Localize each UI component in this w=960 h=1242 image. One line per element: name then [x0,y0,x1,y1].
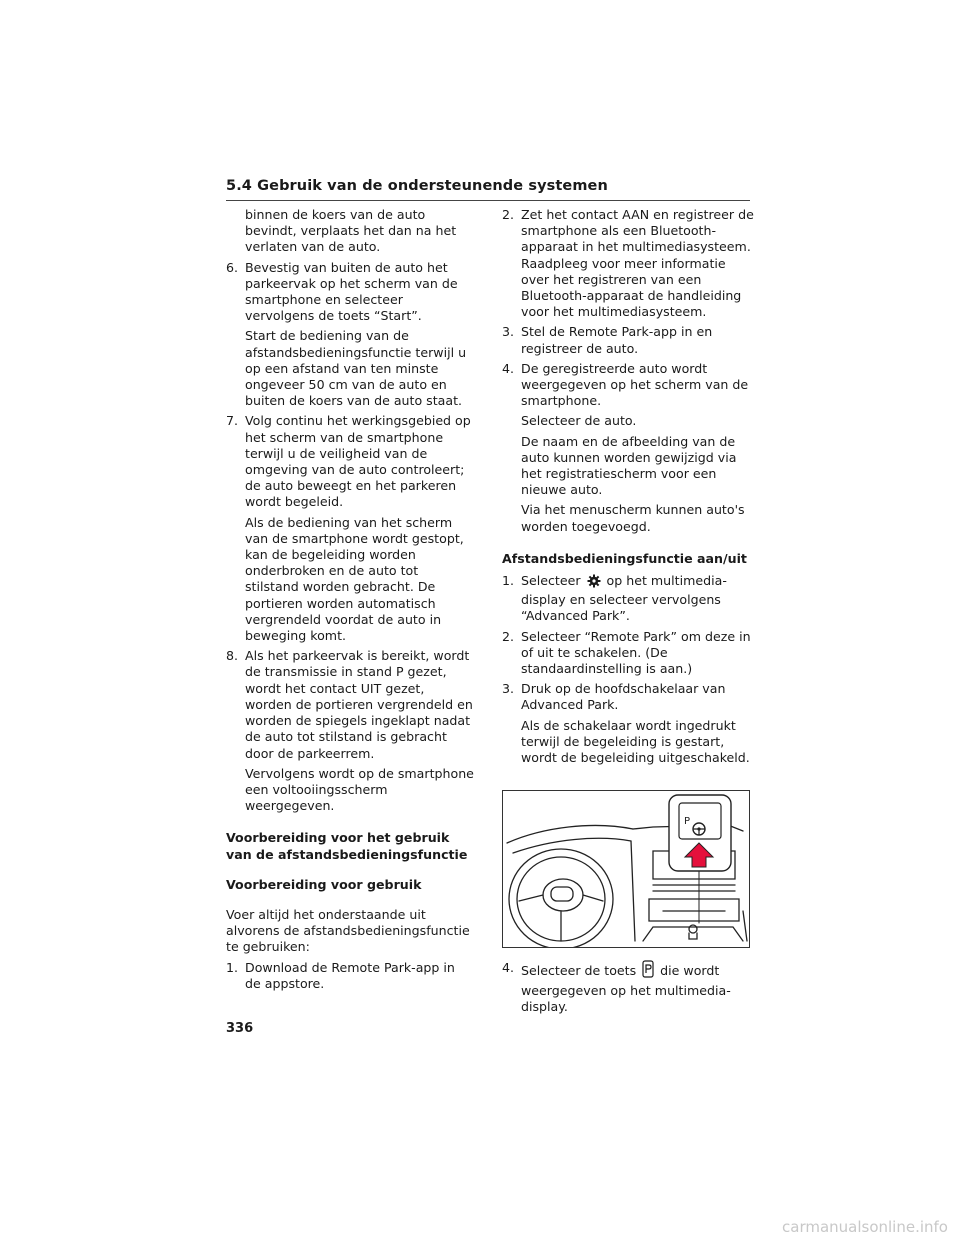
step-text: Stel de Remote Park-app in en registreer de auto. [521,324,713,356]
step-number: 1. [226,959,239,975]
section-heading: Voorbereiding voor het gebruik van de afstandsbedieningsfunctie [226,830,468,862]
gear-icon [587,574,601,592]
step-text: De geregistreerde auto wordt weergegeven op het scherm van de smartphone. [521,360,749,409]
step-text: Volg continu het werkingsgebied op het scherm van de smartphone terwijl u de veiligheid van de omgeving van de auto controleert; de auto beweegt en het parkeren wordt begeleid. [245,413,471,510]
function-heading: Afstandsbedieningsfunctie aan/uit [502,550,747,566]
step-number: 3. [502,324,515,340]
prep-step-2 [502,207,754,320]
func-step-3 [502,681,754,713]
park-button-icon [642,960,654,982]
step-8 [226,648,474,761]
page-header [226,178,750,201]
step-text: Bevestig van buiten de auto het parkeervak op het scherm van de smartphone en selecteer vervolgens de toets “Start”. [245,259,458,324]
step-number: 4. [502,960,515,976]
left-column [226,207,474,996]
step-6 [226,260,474,325]
step-text: Download de Remote Park-app in de appstore. [245,959,455,991]
section-title: 5.4 Gebruik van de ondersteunende systemen [226,178,608,194]
dashboard-drawing [503,791,749,947]
park-button-label: P [684,816,691,828]
step-number: 2. [502,207,515,222]
watermark: carmanualsonline.info [782,1218,948,1236]
step-number: 6. [226,259,239,275]
step-3-note: Als de schakelaar wordt ingedrukt terwijl de begeleiding is gestart, wordt de begeleiding uitgeschakeld. [521,717,750,766]
step-8-note: Vervolgens wordt op de smartphone een voltooiingsscherm weergegeven. [245,765,474,814]
step-7 [226,413,474,510]
step-6-note: Start de bediening van de afstandsbedieningsfunctie terwijl u op een afstand van ten minste ongeveer 50 cm van de auto en buiten de koers van de auto staat. [245,328,467,409]
step-text-after: op het multimedia-display en selecteer vervolgens “Advanced Park”. [521,573,727,624]
step-number: 8. [226,648,239,664]
sub-heading: Voorbereiding voor gebruik [226,876,422,892]
step-text: Zet het contact AAN en registreer de smartphone als een Bluetooth-apparaat in het multimediasysteem. Raadpleeg voor meer informatie over het registreren van een Bluetooth-apparaat de handleiding voor het multimediasysteem. [521,207,754,320]
step-7-note: Als de bediening van het scherm van de smartphone wordt gestopt, kan de begeleiding worden onderbroken en de auto tot stilstand worden gebracht. De portieren worden automatisch vergrendeld voordat de auto in beweging komt. [245,514,464,644]
step-text-before: Selecteer de toets [521,963,637,979]
func-step-4 [502,960,754,1015]
intro-paragraph: Voer altijd het onderstaande uit alvorens de afstandsbedieningsfunctie te gebruiken: [226,906,470,955]
step-text: Als het parkeervak is bereikt, wordt de transmissie in stand P gezet, wordt het contact UIT gezet, worden de portieren vergrendeld en worden de spiegels ingeklapt nadat de auto tot stilstand is gebracht door de parkeerrem. [245,648,473,761]
prep-step-4 [502,361,754,410]
step-continuation: binnen de koers van de auto bevindt, verplaats het dan na het verlaten van de auto. [245,207,457,255]
step-4-note: Via het menuscherm kunnen auto's worden toegevoegd. [521,502,745,534]
func-step-1 [502,573,754,625]
step-number: 4. [502,360,515,376]
step-number: 2. [502,628,515,644]
step-number: 1. [502,573,515,589]
step-text-before: Selecteer [521,573,581,589]
step-text: Druk op de hoofdschakelaar van Advanced Park. [521,681,726,713]
step-4-note: Selecteer de auto. [521,413,637,429]
step-text-after: die wordt weergegeven op het multimedia-display. [521,963,731,1014]
step-number: 7. [226,413,239,429]
prep-step-1 [226,960,474,992]
right-column [502,207,754,1019]
step-text: Selecteer “Remote Park” om deze in of uit te schakelen. (De standaardinstelling is aan.) [521,628,751,677]
step-number: 3. [502,681,515,697]
prep-step-3 [502,324,754,356]
advanced-park-switch-illustration [502,790,750,948]
step-4-note: De naam en de afbeelding van de auto kunnen worden gewijzigd via het registratiescherm voor een nieuwe auto. [521,433,737,498]
func-step-2 [502,629,754,678]
page-number: 336 [226,1021,254,1036]
